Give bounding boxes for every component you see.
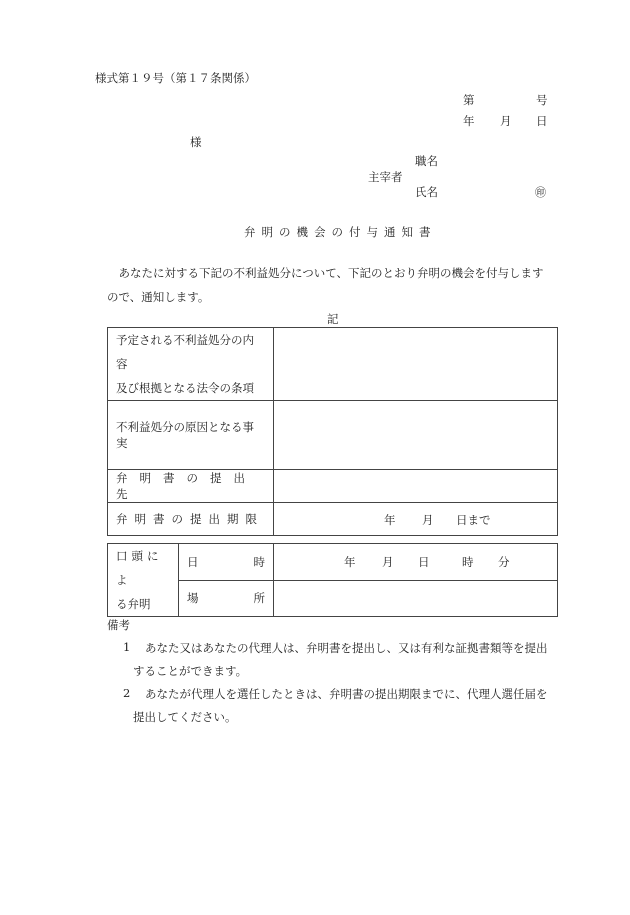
submission-destination-field[interactable] xyxy=(274,470,558,503)
notice-details-table xyxy=(107,327,558,536)
note-number: 2 xyxy=(123,686,131,700)
table-row xyxy=(108,470,558,503)
dt-month: 月 xyxy=(382,555,394,569)
table-row xyxy=(108,328,558,401)
seal-icon: ㊞ xyxy=(535,186,546,199)
label-line: 予定される不利益処分の内容 xyxy=(116,333,254,371)
body-text-line1: あなたに対する下記の不利益処分について、下記のとおり弁明の機会を付与します xyxy=(107,266,544,280)
row-label-datetime xyxy=(179,544,274,581)
oral-explanation-table xyxy=(107,543,558,617)
row-label: 弁明書の提出先 xyxy=(108,470,274,503)
note-text-line2: 提出してください。 xyxy=(133,710,237,724)
note-text-line1: あなた又はあなたの代理人は、弁明書を提出し、又は有利な証拠書類等を提出 xyxy=(145,641,548,655)
table-row xyxy=(108,401,558,470)
cause-fact-field[interactable] xyxy=(274,401,558,470)
label-line: る弁明 xyxy=(116,597,151,611)
row-label xyxy=(108,328,274,401)
sender-role: 主宰者 xyxy=(368,170,403,184)
date-year: 年 xyxy=(463,114,475,128)
row-label: 不利益処分の原因となる事実 xyxy=(108,401,274,470)
note-number: 1 xyxy=(123,640,131,654)
dt-day: 日 xyxy=(418,555,430,569)
sender-title-label: 職名 xyxy=(415,154,438,168)
doc-number-suffix: 号 xyxy=(536,93,548,107)
dt-minute: 分 xyxy=(498,555,510,569)
sender-name-label: 氏名 xyxy=(415,185,438,199)
date-day: 日 xyxy=(536,114,548,128)
deadline-day: 日まで xyxy=(456,513,491,527)
label-char: 場 xyxy=(187,591,199,606)
datetime-field[interactable] xyxy=(274,544,558,581)
label-line: 及び根拠となる法令の条項 xyxy=(116,381,254,395)
dt-year: 年 xyxy=(344,555,356,569)
label-char: 所 xyxy=(253,591,265,606)
row-label: 弁明書の提出期限 xyxy=(108,503,274,536)
place-field[interactable] xyxy=(274,580,558,617)
table-row xyxy=(108,544,558,581)
submission-deadline-field[interactable] xyxy=(274,503,558,536)
form-number: 様式第１９号（第１７条関係） xyxy=(95,71,256,85)
deadline-year: 年 xyxy=(384,513,396,527)
dt-hour: 時 xyxy=(462,555,474,569)
row-label-place xyxy=(179,580,274,617)
note-text-line1: あなたが代理人を選任したときは、弁明書の提出期限までに、代理人選任届を xyxy=(145,687,548,701)
label-line: 口頭によ xyxy=(116,549,163,587)
date-month: 月 xyxy=(500,114,512,128)
label-char: 日 xyxy=(187,554,199,569)
table-row xyxy=(108,503,558,536)
disposition-content-field[interactable] xyxy=(274,328,558,401)
group-label xyxy=(108,544,179,617)
label-char: 時 xyxy=(253,554,265,569)
document-title: 弁明の機会の付与通知書 xyxy=(244,225,437,239)
notes-heading: 備考 xyxy=(107,618,130,632)
doc-number-prefix: 第 xyxy=(463,93,475,107)
addressee-suffix: 様 xyxy=(190,135,202,149)
ki-heading: 記 xyxy=(327,312,339,326)
deadline-month: 月 xyxy=(422,513,434,527)
note-text-line2: することができます。 xyxy=(133,664,248,678)
body-text-line2: ので、通知します。 xyxy=(107,290,210,304)
